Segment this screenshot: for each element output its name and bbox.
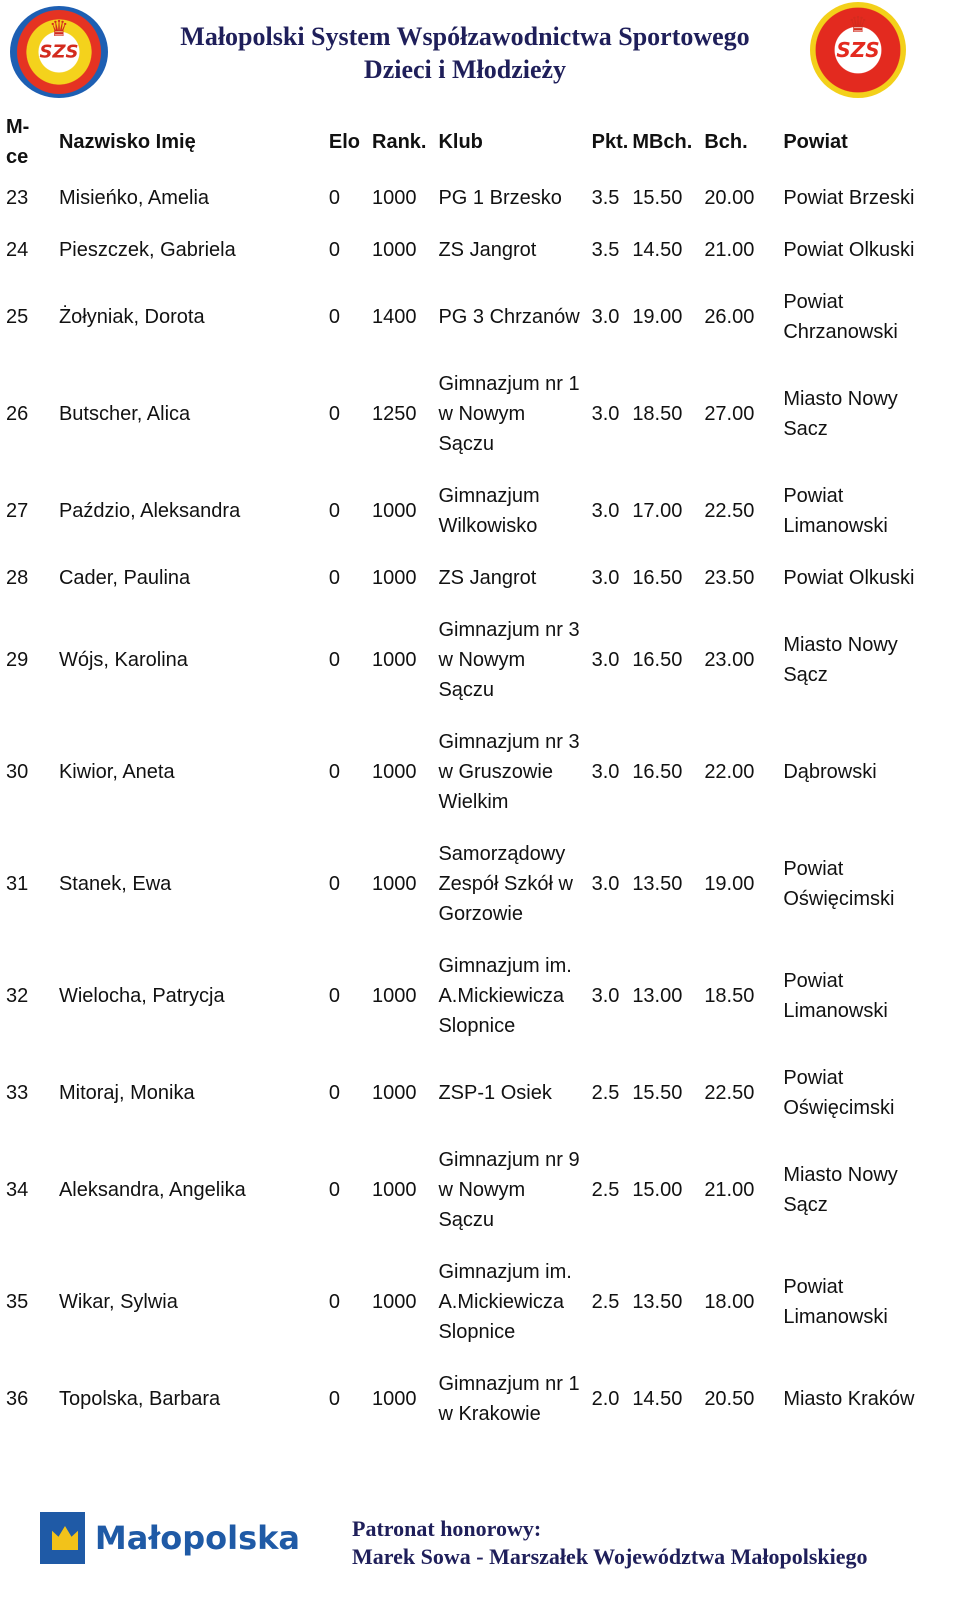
table-row — [0, 1134, 945, 1246]
eagle-icon: ♛ — [848, 12, 868, 37]
patron-name: Marek Sowa - Marszałek Województwa Małopolskiego — [352, 1544, 868, 1569]
szs-logo-right — [810, 2, 906, 98]
cell-club: Gimnazjum im. A.Mickiewicza Slopnice — [438, 955, 572, 1037]
col-pkt-header: Pkt. — [591, 131, 629, 153]
cell-rank: 1000 — [372, 567, 417, 589]
cell-pkt: 3.0 — [591, 873, 620, 895]
cell-powiat: Powiat Oświęcimski — [783, 858, 895, 910]
cell-place: 29 — [6, 649, 29, 671]
cell-powiat: Powiat Limanowski — [783, 970, 888, 1022]
cell-elo: 0 — [328, 649, 340, 671]
table-row — [0, 1052, 945, 1134]
cell-powiat: Miasto Nowy Sacz — [783, 388, 898, 440]
cell-mbch: 16.50 — [632, 761, 683, 783]
table-row — [0, 224, 945, 276]
cell-rank: 1000 — [372, 1291, 417, 1313]
cell-elo: 0 — [328, 500, 340, 522]
cell-pkt: 2.5 — [591, 1082, 620, 1104]
results-table — [0, 112, 945, 1440]
cell-place: 25 — [6, 306, 29, 328]
szs-logo-left-text: SZS — [39, 41, 79, 63]
cell-name: Stanek, Ewa — [58, 873, 172, 895]
cell-mbch: 17.00 — [632, 500, 683, 522]
cell-pkt: 3.0 — [591, 500, 620, 522]
cell-pkt: 2.5 — [591, 1291, 620, 1313]
cell-powiat: Powiat Olkuski — [783, 239, 915, 261]
cell-place: 32 — [6, 985, 29, 1007]
cell-name: Mitoraj, Monika — [58, 1082, 195, 1104]
cell-place: 31 — [6, 873, 29, 895]
cell-name: Wójs, Karolina — [58, 649, 188, 671]
cell-bch: 20.50 — [704, 1388, 755, 1410]
cell-elo: 0 — [328, 985, 340, 1007]
col-bch-header: Bch. — [704, 131, 748, 153]
table-row — [0, 828, 945, 940]
cell-club: Gimnazjum Wilkowisko — [438, 485, 540, 537]
table-row — [0, 1246, 945, 1358]
cell-powiat: Miasto Nowy Sącz — [783, 1164, 898, 1216]
cell-club: Gimnazjum nr 9 w Nowym Sączu — [438, 1149, 580, 1231]
cell-pkt: 3.5 — [591, 187, 620, 209]
cell-elo: 0 — [328, 1082, 340, 1104]
cell-bch: 18.00 — [704, 1291, 755, 1313]
cell-bch: 21.00 — [704, 239, 755, 261]
cell-name: Wielocha, Patrycja — [58, 985, 225, 1007]
cell-powiat: Powiat Brzeski — [783, 187, 915, 209]
cell-name: Cader, Paulina — [58, 567, 191, 589]
cell-powiat: Powiat Oświęcimski — [783, 1067, 895, 1119]
cell-mbch: 13.50 — [632, 1291, 683, 1313]
malopolska-logo — [40, 1510, 300, 1566]
cell-pkt: 2.0 — [591, 1388, 620, 1410]
cell-name: Aleksandra, Angelika — [58, 1179, 246, 1201]
cell-mbch: 15.50 — [632, 187, 683, 209]
cell-place: 24 — [6, 239, 29, 261]
cell-elo: 0 — [328, 761, 340, 783]
cell-rank: 1400 — [372, 306, 417, 328]
results-body — [0, 172, 945, 1440]
cell-club: ZSP-1 Osiek — [438, 1082, 552, 1104]
cell-powiat: Powiat Olkuski — [783, 567, 915, 589]
cell-rank: 1000 — [372, 761, 417, 783]
title-line-1: Małopolski System Współzawodnictwa Sportowego — [180, 22, 750, 51]
cell-place: 30 — [6, 761, 29, 783]
table-row — [0, 276, 945, 358]
cell-place: 28 — [6, 567, 29, 589]
cell-club: PG 1 Brzesko — [438, 187, 562, 209]
cell-club: ZS Jangrot — [438, 567, 537, 589]
cell-rank: 1000 — [372, 500, 417, 522]
cell-club: PG 3 Chrzanów — [438, 306, 580, 328]
cell-elo: 0 — [328, 187, 340, 209]
cell-pkt: 2.5 — [591, 1179, 620, 1201]
cell-place: 26 — [6, 403, 29, 425]
cell-mbch: 19.00 — [632, 306, 683, 328]
malopolska-crown-icon — [40, 1512, 85, 1564]
malopolska-logo-text: Małopolska — [94, 1519, 300, 1557]
col-place-header: M-ce — [6, 116, 30, 168]
cell-elo: 0 — [328, 1179, 340, 1201]
table-row — [0, 716, 945, 828]
cell-elo: 0 — [328, 239, 340, 261]
col-elo-header: Elo — [328, 131, 360, 153]
cell-elo: 0 — [328, 1388, 340, 1410]
cell-club: Gimnazjum nr 1 w Krakowie — [438, 1373, 580, 1425]
cell-bch: 22.50 — [704, 1082, 755, 1104]
cell-pkt: 3.0 — [591, 649, 620, 671]
table-row — [0, 552, 945, 604]
cell-powiat: Powiat Limanowski — [783, 1276, 888, 1328]
cell-bch: 23.00 — [704, 649, 755, 671]
cell-pkt: 3.0 — [591, 403, 620, 425]
cell-name: Topolska, Barbara — [58, 1388, 221, 1410]
cell-bch: 18.50 — [704, 985, 755, 1007]
cell-club: ZS Jangrot — [438, 239, 537, 261]
table-row — [0, 604, 945, 716]
cell-pkt: 3.0 — [591, 567, 620, 589]
cell-name: Wikar, Sylwia — [58, 1291, 178, 1313]
table-row — [0, 358, 945, 470]
col-mbch-header: MBch. — [632, 131, 693, 153]
cell-mbch: 14.50 — [632, 239, 683, 261]
cell-place: 33 — [6, 1082, 29, 1104]
table-row — [0, 940, 945, 1052]
cell-powiat: Powiat Limanowski — [783, 485, 888, 537]
col-rank-header: Rank. — [372, 131, 427, 153]
cell-name: Butscher, Alica — [58, 403, 191, 425]
cell-name: Misieńko, Amelia — [58, 187, 210, 209]
cell-place: 27 — [6, 500, 29, 522]
cell-club: Gimnazjum nr 3 w Gruszowie Wielkim — [438, 731, 580, 813]
szs-logo-right-text: SZS — [836, 38, 880, 62]
cell-club: Gimnazjum im. A.Mickiewicza Slopnice — [438, 1261, 572, 1343]
cell-mbch: 13.00 — [632, 985, 683, 1007]
cell-name: Żołyniak, Dorota — [58, 306, 205, 328]
cell-elo: 0 — [328, 567, 340, 589]
table-row — [0, 1358, 945, 1440]
cell-bch: 27.00 — [704, 403, 755, 425]
cell-bch: 23.50 — [704, 567, 755, 589]
cell-pkt: 3.0 — [591, 985, 620, 1007]
col-powiat-header: Powiat — [783, 131, 848, 153]
cell-rank: 1000 — [372, 187, 417, 209]
cell-rank: 1000 — [372, 239, 417, 261]
cell-rank: 1250 — [372, 403, 417, 425]
cell-pkt: 3.5 — [591, 239, 620, 261]
cell-pkt: 3.0 — [591, 306, 620, 328]
cell-name: Paździo, Aleksandra — [58, 500, 241, 522]
cell-pkt: 3.0 — [591, 761, 620, 783]
title-line-2: Dzieci i Młodzieży — [363, 55, 567, 84]
table-row — [0, 470, 945, 552]
cell-bch: 20.00 — [704, 187, 755, 209]
cell-mbch: 18.50 — [632, 403, 683, 425]
cell-mbch: 14.50 — [632, 1388, 683, 1410]
cell-mbch: 15.50 — [632, 1082, 683, 1104]
col-name-header: Nazwisko Imię — [58, 131, 196, 153]
cell-place: 35 — [6, 1291, 29, 1313]
cell-mbch: 16.50 — [632, 567, 683, 589]
cell-elo: 0 — [328, 1291, 340, 1313]
cell-name: Kiwior, Aneta — [58, 761, 175, 783]
cell-bch: 22.50 — [704, 500, 755, 522]
cell-bch: 19.00 — [704, 873, 755, 895]
cell-bch: 21.00 — [704, 1179, 755, 1201]
cell-rank: 1000 — [372, 1179, 417, 1201]
cell-rank: 1000 — [372, 1388, 417, 1410]
cell-rank: 1000 — [372, 873, 417, 895]
cell-elo: 0 — [328, 873, 340, 895]
patron-label: Patronat honorowy: — [352, 1516, 542, 1541]
cell-place: 23 — [6, 187, 29, 209]
cell-rank: 1000 — [372, 985, 417, 1007]
table-header-row — [0, 112, 945, 172]
cell-elo: 0 — [328, 306, 340, 328]
cell-place: 36 — [6, 1388, 29, 1410]
cell-club: Gimnazjum nr 3 w Nowym Sączu — [438, 619, 580, 701]
eagle-icon: ♛ — [49, 16, 69, 41]
cell-rank: 1000 — [372, 1082, 417, 1104]
cell-powiat: Dąbrowski — [783, 761, 877, 783]
table-row — [0, 172, 945, 224]
patron-block — [352, 1515, 952, 1571]
page-title — [150, 20, 780, 86]
cell-powiat: Powiat Chrzanowski — [783, 291, 898, 343]
col-club-header: Klub — [438, 131, 483, 153]
cell-name: Pieszczek, Gabriela — [58, 239, 236, 261]
cell-mbch: 13.50 — [632, 873, 683, 895]
cell-rank: 1000 — [372, 649, 417, 671]
cell-powiat: Miasto Kraków — [783, 1388, 915, 1410]
cell-mbch: 15.00 — [632, 1179, 683, 1201]
cell-place: 34 — [6, 1179, 29, 1201]
cell-powiat: Miasto Nowy Sącz — [783, 634, 898, 686]
cell-bch: 22.00 — [704, 761, 755, 783]
szs-logo-left — [10, 6, 108, 98]
cell-bch: 26.00 — [704, 306, 755, 328]
cell-elo: 0 — [328, 403, 340, 425]
cell-club: Gimnazjum nr 1 w Nowym Sączu — [438, 373, 580, 455]
cell-club: Samorządowy Zespół Szkół w Gorzowie — [438, 843, 573, 925]
cell-mbch: 16.50 — [632, 649, 683, 671]
